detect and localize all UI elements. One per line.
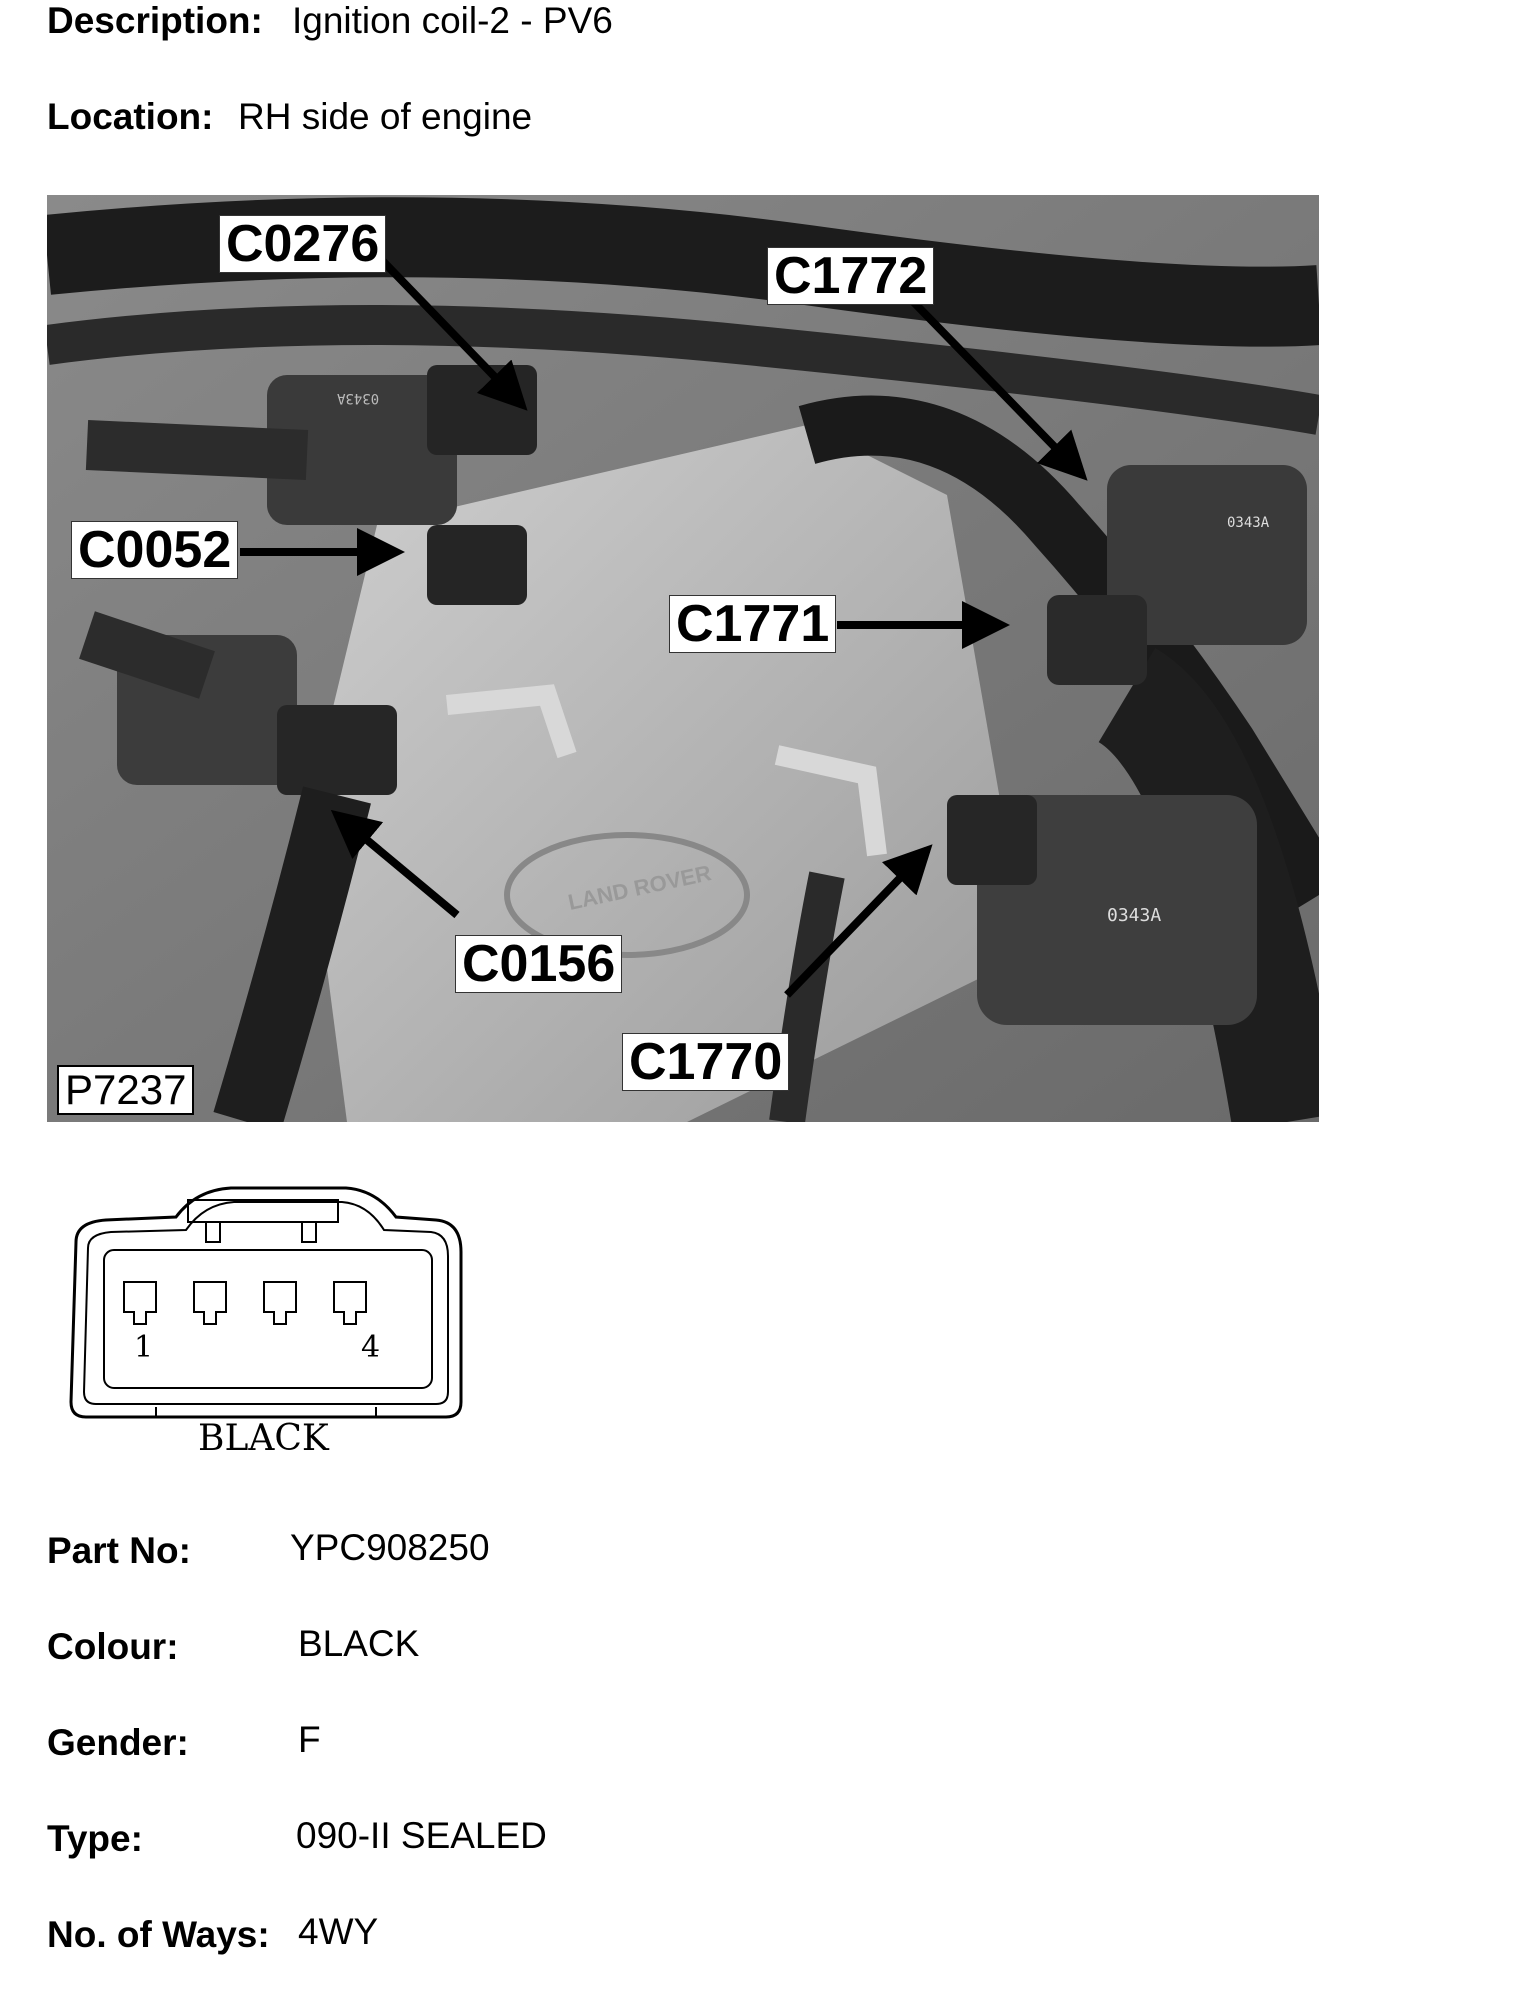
part-no-label: Part No: (47, 1530, 191, 1571)
coil-marking: 0343A (337, 390, 380, 406)
description-label: Description: (47, 0, 263, 41)
description-value: Ignition coil-2 - PV6 (292, 0, 613, 41)
callout-c0276: C0276 (219, 215, 386, 273)
land-rover-logo: LAND ROVER (565, 860, 714, 915)
no-of-ways-value: 4WY (298, 1911, 379, 1952)
coil-marking: 0343A (1227, 515, 1270, 531)
pin-4-label: 4 (361, 1330, 381, 1365)
engine-photo-illustration (47, 195, 1319, 1122)
callout-c1772: C1772 (767, 247, 934, 305)
connector-face-diagram (56, 1182, 476, 1462)
callout-c1771: C1771 (669, 595, 836, 653)
photo-id-label: P7237 (57, 1065, 194, 1115)
type-value: 090-II SEALED (296, 1815, 547, 1856)
part-no-value: YPC908250 (290, 1527, 490, 1568)
no-of-ways-label: No. of Ways: (47, 1914, 270, 1955)
callout-c1770: C1770 (622, 1033, 789, 1091)
colour-label: Colour: (47, 1626, 179, 1667)
connector-color-label: BLACK (198, 1418, 329, 1459)
location-value: RH side of engine (238, 96, 533, 137)
type-label: Type: (47, 1818, 143, 1859)
coil-marking: 0343A (1107, 905, 1162, 926)
engine-photo (47, 195, 1319, 1122)
gender-value: F (298, 1719, 321, 1760)
pin-1-label: 1 (134, 1330, 154, 1365)
location-label: Location: (47, 96, 214, 137)
callout-c0052: C0052 (71, 521, 238, 579)
gender-label: Gender: (47, 1722, 189, 1763)
colour-value: BLACK (298, 1623, 420, 1664)
callout-c0156: C0156 (455, 935, 622, 993)
